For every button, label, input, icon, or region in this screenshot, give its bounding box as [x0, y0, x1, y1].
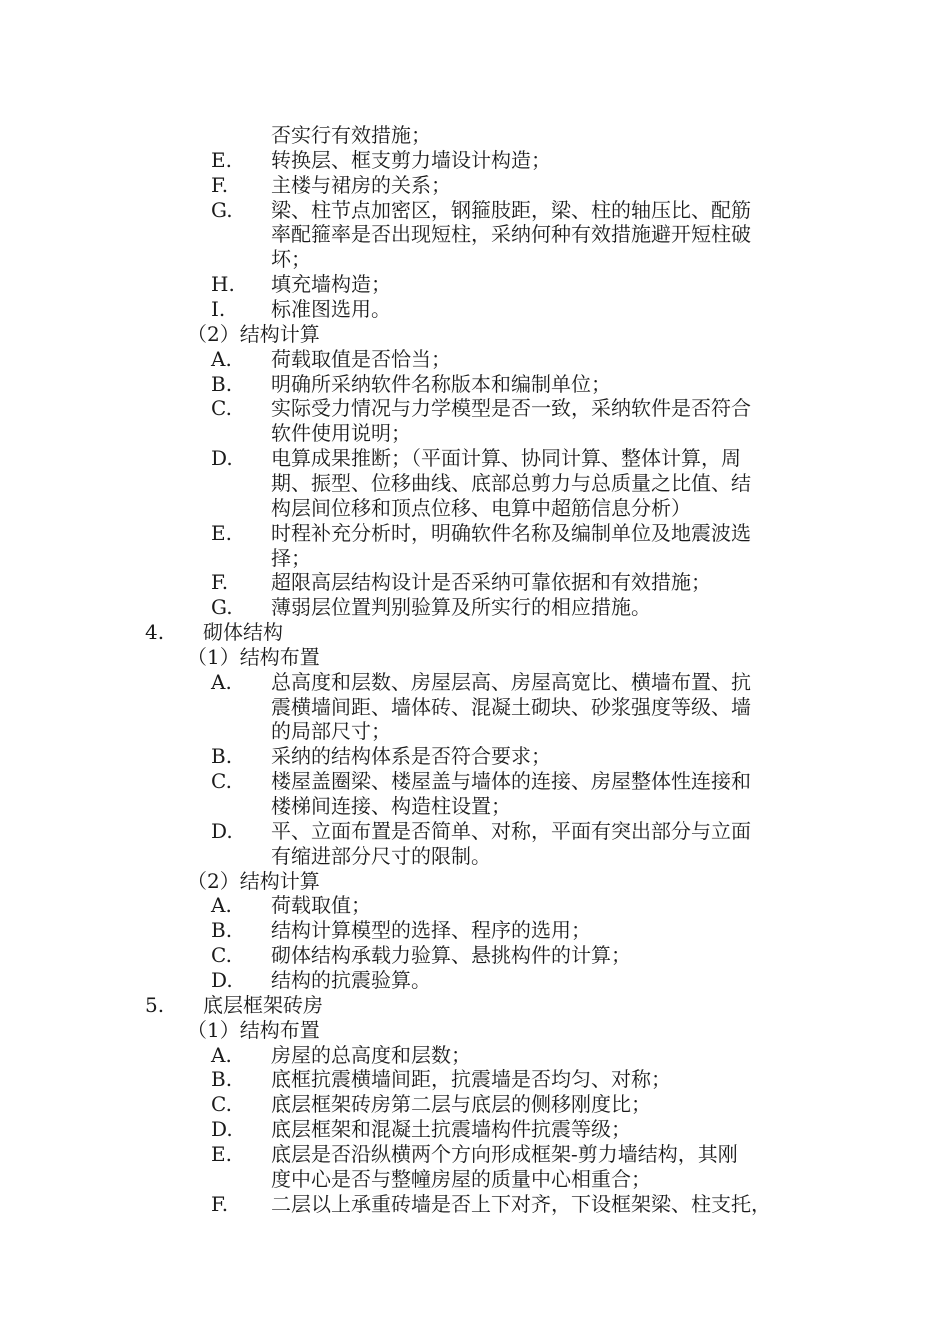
text-line — [0, 967, 950, 993]
list-marker: D. — [211, 967, 233, 992]
line-text: 标准图选用。 — [271, 297, 391, 321]
line-text: 期、振型、位移曲线、底部总剪力与总质量之比值、结 — [271, 470, 751, 495]
list-marker: B. — [211, 371, 233, 396]
text-line — [0, 694, 950, 720]
text-line — [0, 644, 950, 670]
line-text: 砌体结构 — [203, 620, 283, 644]
line-text: 底框抗震横墙间距，抗震墙是否均匀、对称； — [271, 1067, 671, 1092]
text-line — [0, 818, 950, 844]
text-line — [0, 520, 950, 546]
list-marker: F. — [211, 1191, 229, 1216]
list-marker: B. — [211, 1067, 233, 1092]
list-marker: E. — [211, 147, 232, 172]
line-text: 房屋的总高度和层数； — [271, 1042, 471, 1067]
line-text: 软件使用说明； — [271, 421, 411, 446]
line-text: （2）结构计算 — [187, 868, 320, 893]
text-line — [0, 420, 950, 446]
line-text: 坏； — [271, 247, 311, 272]
line-text: 度中心是否与整幢房屋的质量中心相重合； — [271, 1166, 651, 1191]
line-text: 填充墙构造； — [271, 272, 391, 297]
list-marker: C. — [211, 769, 232, 794]
line-text: （2）结构计算 — [187, 321, 320, 346]
line-text: （1）结构布置 — [187, 644, 320, 669]
list-marker: E. — [211, 1141, 232, 1166]
list-marker: E. — [211, 520, 232, 545]
line-text: 二层以上承重砖墙是否上下对齐，下设框架梁、柱支托， — [271, 1191, 771, 1216]
list-marker: F. — [211, 172, 229, 197]
text-line — [0, 1141, 950, 1167]
line-text: 电算成果推断；（平面计算、协同计算、整体计算，周 — [271, 446, 741, 471]
text-line — [0, 545, 950, 571]
line-text: 转换层、框支剪力墙设计构造； — [271, 147, 551, 172]
line-text: 底层是否沿纵横两个方向形成框架-剪力墙结构，其刚 — [271, 1141, 738, 1166]
text-line — [0, 271, 950, 297]
list-marker: 4. — [145, 620, 165, 644]
text-line — [0, 942, 950, 968]
line-text: 结构的抗震验算。 — [271, 967, 431, 992]
line-text: 否实行有效措施； — [271, 123, 431, 147]
text-line — [0, 495, 950, 521]
line-text: 主楼与裙房的关系； — [271, 172, 451, 197]
list-marker: C. — [211, 943, 232, 968]
list-marker: H. — [211, 272, 235, 297]
line-text: 的局部尺寸； — [271, 719, 391, 744]
text-line — [0, 669, 950, 695]
text-line — [0, 1017, 950, 1043]
text-line — [0, 395, 950, 421]
list-marker: B. — [211, 744, 233, 769]
line-text: 荷载取值是否恰当； — [271, 346, 451, 371]
line-text: 时程补充分析时，明确软件名称及编制单位及地震波选 — [271, 520, 751, 545]
list-marker: D. — [211, 818, 233, 843]
line-text: 超限高层结构设计是否采纳可靠依据和有效措施； — [271, 570, 711, 595]
list-marker: A. — [211, 893, 232, 918]
text-line — [0, 619, 950, 645]
line-text: 率配箍率是否出现短柱，采纳何种有效措施避开短柱破 — [271, 222, 751, 247]
text-line — [0, 246, 950, 272]
list-marker: D. — [211, 1117, 233, 1141]
list-marker: D. — [211, 446, 233, 471]
list-marker: C. — [211, 396, 232, 421]
line-text: 震横墙间距、墙体砖、混凝土砌块、砂浆强度等级、墙 — [271, 694, 751, 719]
list-marker: G. — [211, 197, 233, 222]
list-marker: B. — [211, 918, 233, 943]
text-line — [0, 445, 950, 471]
list-marker: A. — [211, 669, 232, 694]
line-text: 底层框架砖房第二层与底层的侧移刚度比； — [271, 1092, 651, 1117]
list-marker: A. — [211, 1042, 232, 1067]
line-text: 实际受力情况与力学模型是否一致，采纳软件是否符合 — [271, 396, 751, 421]
text-line — [0, 346, 950, 372]
list-marker: F. — [211, 570, 229, 595]
line-text: 薄弱层位置判别验算及所实行的相应措施。 — [271, 595, 651, 620]
line-text: 明确所采纳软件名称版本和编制单位； — [271, 371, 611, 396]
line-text: 梁、柱节点加密区，钢箍肢距，梁、柱的轴压比、配筋 — [271, 197, 751, 222]
text-line — [0, 1191, 950, 1217]
text-line — [0, 221, 950, 247]
line-text: 楼屋盖圈梁、楼屋盖与墙体的连接、房屋整体性连接和 — [271, 769, 751, 794]
text-line — [0, 743, 950, 769]
text-line — [0, 1042, 950, 1068]
text-line — [0, 470, 950, 496]
line-text: 砌体结构承载力验算、悬挑构件的计算； — [271, 943, 631, 968]
text-line — [0, 718, 950, 744]
text-line — [0, 122, 950, 148]
text-line — [0, 843, 950, 869]
list-marker: C. — [211, 1092, 232, 1117]
line-text: （1）结构布置 — [187, 1017, 320, 1042]
text-line — [0, 1091, 950, 1117]
text-line — [0, 917, 950, 943]
text-line — [0, 768, 950, 794]
line-text: 荷载取值； — [271, 893, 371, 918]
line-text: 平、立面布置是否简单、对称，平面有突出部分与立面 — [271, 818, 751, 843]
text-line — [0, 1116, 950, 1142]
list-marker: 5. — [145, 992, 165, 1017]
text-line — [0, 569, 950, 595]
list-marker: I. — [211, 297, 226, 321]
text-line — [0, 197, 950, 223]
text-line — [0, 892, 950, 918]
text-line — [0, 147, 950, 173]
line-text: 有缩进部分尺寸的限制。 — [271, 843, 491, 868]
text-line — [0, 1066, 950, 1092]
text-line — [0, 172, 950, 198]
text-line — [0, 992, 950, 1018]
line-text: 采纳的结构体系是否符合要求； — [271, 744, 551, 769]
text-line — [0, 594, 950, 620]
text-line — [0, 321, 950, 347]
text-line — [0, 868, 950, 894]
line-text: 构层间位移和顶点位移、电算中超筋信息分析） — [271, 495, 691, 520]
text-line — [0, 371, 950, 397]
line-text: 择； — [271, 545, 311, 570]
line-text: 底层框架和混凝土抗震墙构件抗震等级； — [271, 1117, 631, 1141]
list-marker: G. — [211, 595, 233, 620]
line-text: 结构计算模型的选择、程序的选用； — [271, 918, 591, 943]
text-line — [0, 793, 950, 819]
text-line — [0, 296, 950, 322]
line-text: 总高度和层数、房屋层高、房屋高宽比、横墙布置、抗 — [271, 669, 751, 694]
line-text: 楼梯间连接、构造柱设置； — [271, 794, 511, 818]
line-text: 底层框架砖房 — [203, 992, 323, 1017]
text-line — [0, 1166, 950, 1192]
list-marker: A. — [211, 346, 232, 371]
